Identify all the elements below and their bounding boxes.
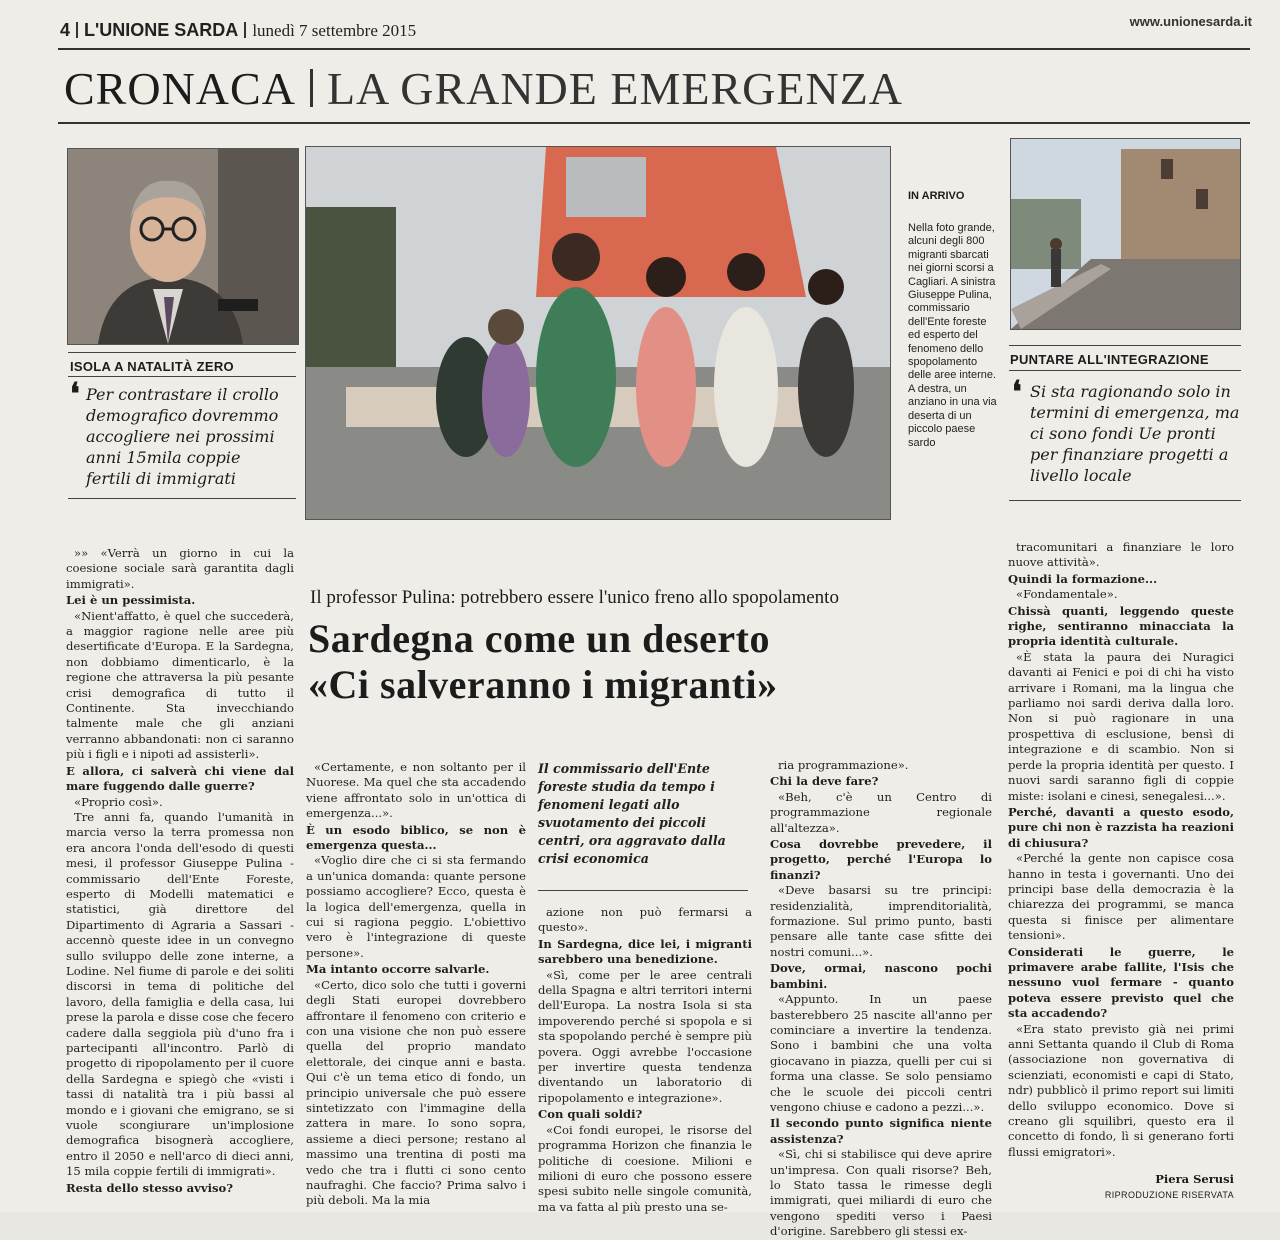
right-box-rule (1009, 345, 1241, 346)
question: Resta dello stesso avviso? (66, 1180, 234, 1195)
masthead-divider (76, 22, 78, 38)
section-subtitle: LA GRANDE EMERGENZA (326, 63, 904, 114)
article-column-1 (66, 546, 294, 1196)
right-box-label: PUNTARE ALL'INTEGRAZIONE (1010, 352, 1209, 367)
paragraph: «Proprio così». (74, 794, 163, 809)
article-title (308, 616, 778, 708)
photo-migrants-cagliari (305, 146, 891, 520)
question: Chissà quanti, leggendo queste righe, sentiranno minacciata la propria identità culturale. (1008, 603, 1234, 649)
question: Cosa dovrebbe prevedere, il progetto, perché l'Europa lo finanzi? (770, 837, 992, 882)
left-box-rule-2 (68, 376, 296, 377)
question: Quindi la formazione... (1008, 571, 1158, 586)
article-column-3 (538, 905, 752, 1215)
masthead-divider (244, 22, 246, 38)
left-box-bottom-rule (68, 498, 296, 499)
portrait-illustration (68, 149, 298, 344)
masthead (60, 20, 416, 41)
photo-caption: Nella foto grande, alcuni degli 800 migranti sbarcati nei giorni scorsi a Cagliari. A sinistra Giuseppe Pulina, commissario dell'Ente foreste ed esperto del fenomeno dello spopolamento delle aree interne. A destra, un anziano in una via deserta di un piccolo paese sardo (908, 222, 997, 449)
article-lead: Il commissario dell'Ente foreste studia da tempo i fenomeni legati allo svuotamento dei piccoli centri, ora aggravato dalla crisi economica (538, 761, 726, 866)
paragraph: Tre anni fa, quando l'umanità in marcia verso la terra promessa non era ancora l'onda dell'esodo di questi mesi, il professor Giuseppe Pulina - commissario dell'Ente Foreste, esperto di Modelli matematici e statistici, già direttore del Dipartimento di Agraria a Sassari - accennò queste idee in un convegno sullo sviluppo delle zone interne, a Lodine. Nel fiume di parole e dei soliti discorsi in tema di politiche del lavoro, della famiglia e della casa, lui prese la parola e disse cose che fecero cadere dalla seggiola più d'uno fra i partecipanti all'incontro. Parlò di progetto di ripopolamento per il cuore della Sardegna e spiegò che «visti i tassi di natalità tra i più bassi al mondo e i giovani che emigrano, se si vuole scongiurare un'implosione demografica bisognerà accogliere, entro il 2050 e nell'arco di dieci anni, 15 mila coppie fertili di immigrati». (66, 809, 294, 1179)
lead-rule (538, 890, 748, 891)
title-line-2: «Ci salveranno i migranti» (308, 662, 778, 707)
migrants-photo-illustration (306, 147, 890, 519)
newspaper-name: L'UNIONE SARDA (84, 20, 239, 40)
article-column-4 (770, 758, 992, 1240)
paragraph: «Coi fondi europei, le risorse del programma Horizon che finanzia le politiche di coesione. Milioni e milioni di euro che possono essere spesi subito nelle singole comunità, ma va fatta al più presto una se- (538, 1122, 752, 1214)
paragraph: «Voglio dire che ci si sta fermando a un'unica domanda: quante persone possiamo accogliere? Ecco, questa è la logica dell'emergenza, quella in cui si ragiona peggio. L'obiettivo vero è l'integrazione di queste persone». (306, 853, 526, 960)
caption-label: IN ARRIVO (908, 190, 965, 202)
page-number: 4 (60, 20, 71, 40)
question: È un esodo biblico, se non è emergenza questa... (306, 822, 526, 853)
paragraph: «Sì, come per le aree centrali della Spagna e altri territori interni dell'Europa. La nostra Isola si sta impoverendo perché si spopola e si sta spopolando perché è sempre più povera. Oggi avrebbe l'occasione per invertire questa tendenza diventando un laboratorio di ripopolamento e integrazione». (538, 967, 752, 1105)
question: Dove, ormai, nascono pochi bambini. (770, 961, 992, 991)
paragraph: «Certamente, e non soltanto per il Nuorese. Ma quel che sta accadendo viene affrontato solo in un'ottica di emergenza...». (306, 760, 526, 821)
paragraph: «È stata la paura dei Nuragici davanti ai Fenici e poi di chi ha visto arrivare i Romani, ma la lingua che parliamo noi sardi deriva dalla loro. Non si può ragionare in una prospettiva di esclusione, bensì di integrazione e di scambio. Non si perde la propria identità per questo. I nuovi sardi saranno figli di coppie miste: isolani e cinesi, senegalesi...». (1008, 649, 1234, 803)
left-box-label: ISOLA A NATALITÀ ZERO (70, 359, 234, 374)
paragraph: «Certo, dico solo che tutti i governi degli Stati europei dovrebbero affrontare il fenomeno con criterio e con una visione che non può essere quella del proprio mandato elettorale, dei cinque anni e basta. Qui c'è un tema etico di fondo, un principio universale che può essere sintetizzato con l'immagine della zattera in mare. Io sono sopra, assieme a dieci persone; restano al massimo una trentina di posti ma vedo che tra i flutti ci sono cento naufraghi. Che faccio? Prima salvo i più deboli. Ma la mia (306, 977, 526, 1208)
question: E allora, ci salverà chi viene dal mare fuggendo dalle guerre? (66, 763, 294, 794)
author-signature: Piera Serusi (1155, 1172, 1234, 1186)
left-box-rule (68, 352, 296, 353)
website-url: www.unionesarda.it (1129, 14, 1252, 29)
paragraph: «Sì, chi si stabilisce qui deve aprire un'impresa. Con quali risorse? Beh, lo Stato tassa le rimesse degli immigrati, quei miliardi di euro che vengono spediti verso i Paesi d'origine. Sarebbero gli stessi ex- (770, 1147, 992, 1239)
left-box-quote: Per contrastare il crollo demografico dovremmo accogliere nei prossimi anni 15mila coppie fertili di immigrati (86, 385, 279, 488)
photo-portrait-pulina (67, 148, 299, 345)
left-quote-mark-icon: ❛ (70, 377, 80, 412)
issue-date: lunedì 7 settembre 2015 (252, 21, 417, 40)
street-photo-illustration (1011, 139, 1240, 329)
question: Perché, davanti a questo esodo, pure chi non è razzista ha reazioni di chiusura? (1008, 804, 1234, 850)
paragraph: «Era stato previsto già nei primi anni Settanta quando il Club di Roma (associazione non governativa di scienziati, economisti e capi di Stato, ndr) pubblicò il primo report sui limiti dello sviluppo economico. Dove si creano gli squilibri, questo era il concetto di fondo, lì si generano forti flussi emigratori». (1008, 1021, 1234, 1159)
paragraph: tracomunitari a finanziare le loro nuove attività». (1008, 540, 1234, 570)
article-column-2 (306, 760, 526, 1209)
question: Lei è un pessimista. (66, 593, 196, 608)
paragraph: «Appunto. In un paese basterebbero 25 nascite all'anno per cominciare a invertire la tendenza. Sono i bambini che una volta giocavano in piazza, quelli per cui si forma una classe. Se solo pensiamo che le scuole dei piccoli centri vengono chiuse e cadono a pezzi...». (770, 992, 992, 1114)
question: Ma intanto occorre salvarle. (306, 962, 490, 977)
right-box-rule-2 (1009, 370, 1241, 371)
right-box-quote: Si sta ragionando solo in termini di emergenza, ma ci sono fondi Ue pronti per finanziare progetti a livello locale (1030, 382, 1240, 485)
title-line-1: Sardegna come un deserto (308, 616, 770, 661)
paragraph: «Beh, c'è un Centro di programmazione regionale all'altezza». (770, 789, 992, 835)
paragraph: »» «Verrà un giorno in cui la coesione sociale sarà garantita dagli immigrati». (66, 546, 294, 591)
paragraph: «Fondamentale». (1016, 587, 1118, 602)
right-box-bottom-rule (1009, 500, 1241, 501)
paragraph: «Nient'affatto, è quel che succederà, a maggior ragione nelle aree più desertificate d'Europa. E la Sardegna, non dobbiamo dimenticarlo, è la regione che attraversa la più pesante crisi demografica di tutto il Continente. Sta invecchiando talmente male che gli anziani verranno abbandonati: non ci saranno più i figli e i nipoti ad assisterli». (66, 608, 294, 762)
photo-deserted-street (1010, 138, 1241, 330)
paragraph: azione non può fermarsi a questo». (538, 905, 752, 935)
right-quote-mark-icon: ❛ (1012, 375, 1022, 410)
section-divider (310, 69, 313, 107)
question: In Sardegna, dice lei, i migranti sarebbero una benedizione. (538, 936, 752, 967)
section-rule (58, 122, 1250, 124)
question: Il secondo punto significa niente assistenza? (770, 1116, 992, 1146)
paragraph: ria programmazione». (778, 758, 909, 772)
paragraph: «Deve basarsi su tre principi: residenzialità, imprenditorialità, formazione. Sul primo punto, basti pensare alle tante case sfitte dei nostri comuni...». (770, 883, 992, 959)
article-column-5 (1008, 540, 1234, 1160)
article-kicker: Il professor Pulina: potrebbero essere l'unico freno allo spopolamento (310, 587, 839, 608)
question: Con quali soldi? (538, 1107, 643, 1122)
section-name: CRONACA (64, 63, 296, 114)
question: Chi la deve fare? (770, 774, 879, 789)
rights-notice: RIPRODUZIONE RISERVATA (1104, 1190, 1234, 1200)
section-header (64, 62, 903, 115)
question: Considerati le guerre, le primavere arabe fallite, l'Isis che nessuno vuol fermare - quanto poteva essere previsto quel che sta accadendo? (1008, 944, 1234, 1021)
paragraph: «Perché la gente non capisce cosa hanno in testa i governanti. Uno dei principi base della democrazia è la chiarezza dei programmi, se manca questa si finisce per alimentare tensioni». (1008, 851, 1234, 943)
top-rule (58, 48, 1250, 50)
